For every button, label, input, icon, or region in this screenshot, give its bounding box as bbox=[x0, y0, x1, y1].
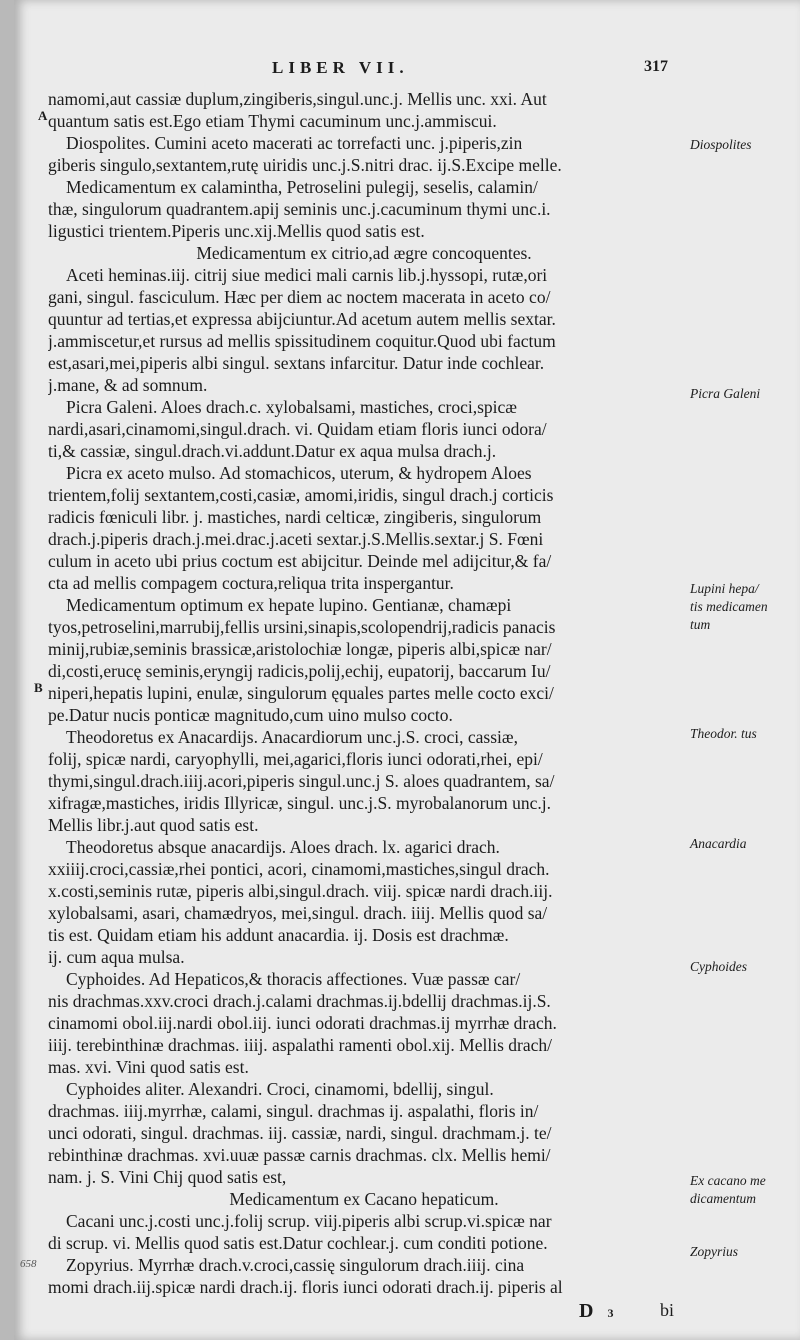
section-letter-b: B bbox=[34, 680, 43, 695]
text-line: pe.Datur nucis ponticæ magnitudo,cum uino mulso cocto. bbox=[48, 705, 453, 725]
margin-note-picra-galeni: Picra Galeni bbox=[690, 386, 761, 401]
text-line: drach.j.piperis drach.j.mei.drac.j.aceti sextar.j.S.Mellis.sextar.j S. Fœni bbox=[48, 529, 544, 549]
text-line: Medicamentum ex Cacano hepaticum. bbox=[229, 1189, 499, 1209]
margin-note-anacardia: Anacardia bbox=[690, 836, 747, 851]
margin-note-ex-cacano bbox=[690, 1172, 800, 1208]
text-line: tis est. Quidam etiam his addunt anacardia. ij. Dosis est drachmæ. bbox=[48, 925, 509, 945]
text-line: Diospolites. Cumini aceto macerati ac torrefacti unc. j.piperis,zin bbox=[66, 133, 523, 153]
text-line: nam. j. S. Vini Chij quod satis est, bbox=[48, 1167, 287, 1187]
text-line: thæ, singulorum quadrantem.apij seminis unc.j.cacuminum thymi unc.i. bbox=[48, 199, 551, 219]
signature-mark bbox=[579, 1300, 613, 1323]
text-line: namomi,aut cassiæ duplum,zingiberis,singul.unc.j. Mellis unc. xxi. Aut bbox=[48, 89, 547, 109]
margin-note-line: dicamentum bbox=[690, 1191, 756, 1206]
text-line: radicis fœniculi libr. j. mastiches, nardi celticæ, zingiberis, singulorum bbox=[48, 507, 542, 527]
text-line: quuntur ad tertias,et expressa abijciuntur.Ad acetum autem mellis sextar. bbox=[48, 309, 556, 329]
text-line: Medicamentum ex citrio,ad ægre concoquentes. bbox=[196, 243, 532, 263]
text-line: Cyphoides aliter. Alexandri. Croci, cinamomi, bdellij, singul. bbox=[66, 1079, 494, 1099]
text-line: j.ammiscetur,et rursus ad mellis spissitudinem coquitur.Quod ubi factum bbox=[48, 331, 556, 351]
text-line: cinamomi obol.iij.nardi obol.iij. iunci odorati drachmas.ij myrrhæ drach. bbox=[48, 1013, 557, 1033]
page-footer bbox=[14, 1300, 774, 1324]
text-line: momi drach.iij.spicæ nardi drach.ij. floris iunci odorati drach.ij. piperis al bbox=[48, 1277, 563, 1297]
text-line: cta ad mellis compagem coctura,reliqua trita inspergantur. bbox=[48, 573, 454, 593]
text-line: Aceti heminas.iij. citrij siue medici mali carnis lib.j.hyssopi, rutæ,ori bbox=[66, 265, 548, 285]
text-line: trientem,folij sextantem,costi,casiæ, amomi,iridis, singul drach.j corticis bbox=[48, 485, 554, 505]
text-line: xylobalsami, asari, chamædryos, mei,singul. drach. iiij. Mellis quod sa/ bbox=[48, 903, 548, 923]
text-line: j.mane, & ad somnum. bbox=[48, 375, 208, 395]
margin-note-zopyrius: Zopyrius bbox=[690, 1244, 739, 1259]
text-line: thymi,singul.drach.iiij.acori,piperis singul.unc.j S. aloes quadrantem, sa/ bbox=[48, 771, 555, 791]
text-line: x.costi,seminis rutæ, piperis albi,singul.drach. viij. spicæ nardi drach.iij. bbox=[48, 881, 553, 901]
text-line: rebinthinæ drachmas. xvi.uuæ passæ carnis drachmas. clx. Mellis hemi/ bbox=[48, 1145, 551, 1165]
text-line: Picra Galeni. Aloes drach.c. xylobalsami, mastiches, croci,spicæ bbox=[66, 397, 517, 417]
text-line: nardi,asari,cinamomi,singul.drach. vi. Quidam etiam floris iunci odora/ bbox=[48, 419, 547, 439]
text-line: Picra ex aceto mulso. Ad stomachicos, uterum, & hydropem Aloes bbox=[66, 463, 532, 483]
margin-note-cyphoides: Cyphoides bbox=[690, 959, 747, 974]
text-line: drachmas. iiij.myrrhæ, calami, singul. drachmas ij. aspalathi, floris in/ bbox=[48, 1101, 539, 1121]
text-line: ti,& cassiæ, singul.drach.vi.addunt.Datur ex aqua mulsa drach.j. bbox=[48, 441, 497, 461]
text-line: iiij. terebinthinæ drachmas. iiij. aspalathi ramenti obol.xij. Mellis drach/ bbox=[48, 1035, 552, 1055]
text-line: ij. cum aqua mulsa. bbox=[48, 947, 185, 967]
text-line: mas. xvi. Vini quod satis est. bbox=[48, 1057, 249, 1077]
running-head: LIBER VII. bbox=[272, 58, 409, 77]
text-line: quantum satis est.Ego etiam Thymi cacuminum unc.j.ammiscui. bbox=[48, 111, 497, 131]
margin-note-theodoretus: Theodor. tus bbox=[690, 726, 757, 741]
text-line: Zopyrius. Myrrhæ drach.v.croci,cassię singulorum drach.iiij. cina bbox=[66, 1255, 525, 1275]
text-line: tyos,petroselini,marrubij,fellis ursini,sinapis,scolopendrij,radicis panacis bbox=[48, 617, 556, 637]
manuscript-number: 658 bbox=[20, 1258, 37, 1270]
margin-note-line: Ex cacano me bbox=[690, 1173, 766, 1188]
text-line: Theodoretus absque anacardijs. Aloes drach. lx. agarici drach. bbox=[66, 837, 500, 857]
signature-letter: D bbox=[579, 1300, 594, 1322]
text-line: nis drachmas.xxv.croci drach.j.calami drachmas.ij.bdellij drachmas.ij.S. bbox=[48, 991, 551, 1011]
text-line: xifragæ,mastiches, iridis Illyricæ, singul. unc.j.S. myrobalanorum unc.j. bbox=[48, 793, 552, 813]
text-line: minij,rubiæ,seminis brassicæ,aristolochiæ longæ, piperis albi,spicæ nar/ bbox=[48, 639, 552, 659]
text-line: xxiiij.croci,cassiæ,rhei pontici, acori, cinamomi,mastiches,singul drach. bbox=[48, 859, 550, 879]
page-header bbox=[14, 58, 774, 82]
text-line: culum in aceto ubi prius coctum est abijcitur. Deinde mel adijcitur,& fa/ bbox=[48, 551, 552, 571]
text-line: Medicamentum optimum ex hepate lupino. Gentianæ, chamæpi bbox=[66, 595, 512, 615]
text-line: giberis singulo,sextantem,rutę uiridis unc.j.S.nitri drac. ij.S.Excipe melle. bbox=[48, 155, 562, 175]
text-line: unci odorati, singul. drachmas. iij. cassiæ, nardi, singul. drachmam.j. te/ bbox=[48, 1123, 552, 1143]
margin-note-lupini bbox=[690, 580, 800, 634]
margin-note-line: tum bbox=[690, 617, 711, 632]
text-line: Cacani unc.j.costi unc.j.folij scrup. viij.piperis albi scrup.vi.spicæ nar bbox=[66, 1211, 552, 1231]
page-number: 317 bbox=[644, 58, 668, 75]
text-line: Theodoretus ex Anacardijs. Anacardiorum unc.j.S. croci, cassiæ, bbox=[66, 727, 518, 747]
text-line: folij, spicæ nardi, caryophylli, mei,agarici,floris iunci odorati,rhei, epi/ bbox=[48, 749, 543, 769]
text-line: est,asari,mei,piperis albi singul. sextans infarcitur. Datur inde cochlear. bbox=[48, 353, 545, 373]
text-line: Medicamentum ex calamintha, Petroselini pulegij, seselis, calamin/ bbox=[66, 177, 538, 197]
text-line: di scrup. vi. Mellis quod satis est.Datur cochlear.j. cum conditi potione. bbox=[48, 1233, 548, 1253]
text-line: di,costi,erucę seminis,eryngij radicis,polij,echij, eupatorij, baccarum Iu/ bbox=[48, 661, 551, 681]
text-line: ligustici trientem.Piperis unc.xij.Mellis quod satis est. bbox=[48, 221, 425, 241]
body-text bbox=[48, 88, 680, 1298]
margin-note-diospolites: Diospolites bbox=[690, 137, 752, 152]
book-page bbox=[14, 0, 800, 1340]
signature-number: 3 bbox=[607, 1306, 614, 1320]
margin-note-line: Lupini hepa/ bbox=[690, 581, 759, 596]
text-line: niperi,hepatis lupini, enulæ, singulorum ęquales partes melle cocto exci/ bbox=[48, 683, 554, 703]
catchword: bi bbox=[660, 1300, 675, 1320]
margin-note-line: tis medicamen bbox=[690, 599, 768, 614]
text-line: gani, singul. fasciculum. Hæc per diem ac noctem macerata in aceto co/ bbox=[48, 287, 551, 307]
section-letter-a: A bbox=[38, 108, 48, 123]
text-line: Cyphoides. Ad Hepaticos,& thoracis affectiones. Vuæ passæ car/ bbox=[66, 969, 521, 989]
text-line: Mellis libr.j.aut quod satis est. bbox=[48, 815, 259, 835]
